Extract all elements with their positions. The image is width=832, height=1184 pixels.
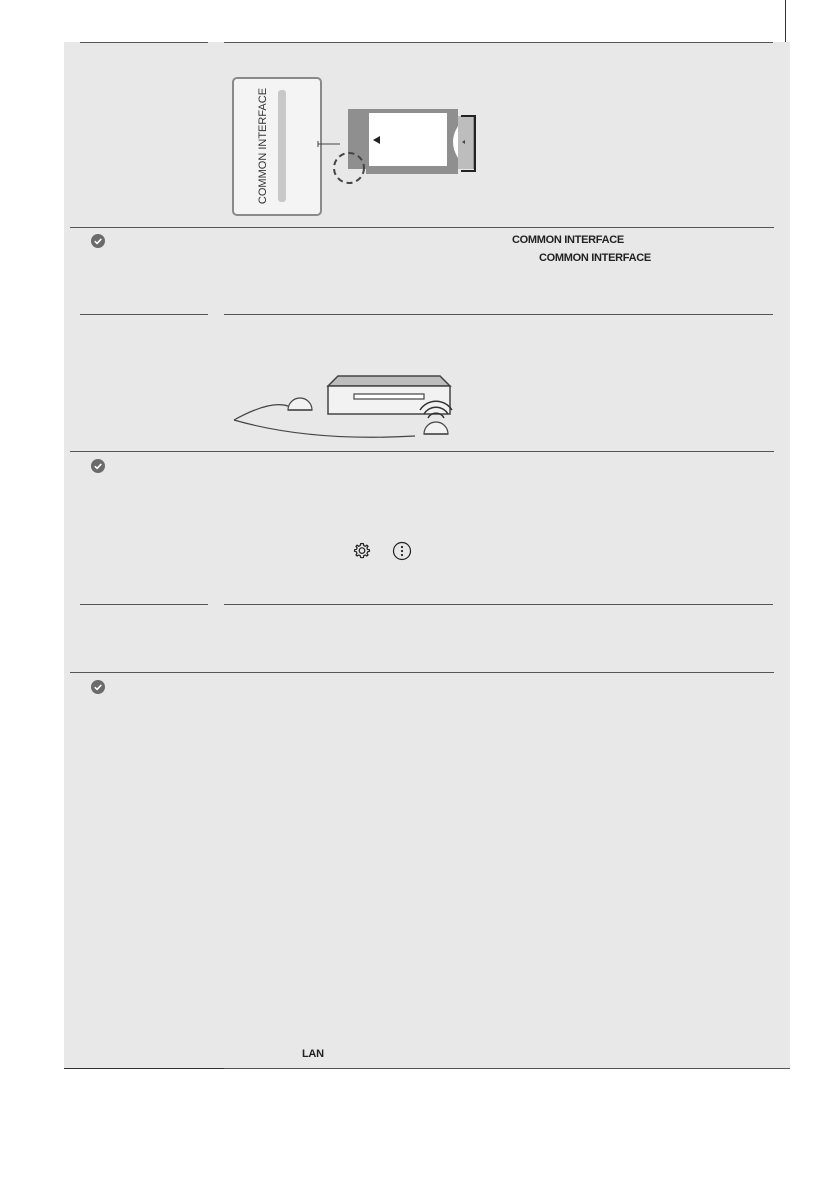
- ci-term: COMMON INTERFACE: [512, 234, 624, 246]
- section-rule: [70, 227, 774, 228]
- section-rule: [70, 672, 774, 673]
- check-circle-icon: [91, 234, 105, 248]
- ir-blaster-illustration: [230, 370, 460, 448]
- section-rule-left: [80, 604, 208, 605]
- bottom-rule-right: [224, 1068, 790, 1069]
- ci-card-illustration: [230, 76, 480, 221]
- section-rule: [70, 451, 774, 452]
- bottom-rule-left: [64, 1068, 224, 1069]
- section-rule-left: [80, 314, 208, 315]
- section-rule-left: [80, 42, 208, 43]
- section-rule-right: [224, 604, 773, 605]
- lan-term: LAN: [302, 1048, 324, 1060]
- settings-gear-icon: [352, 541, 372, 561]
- section-rule-right: [224, 42, 773, 43]
- section-rule-right: [224, 314, 773, 315]
- ci-slot-label: COMMON INTERFACE: [257, 87, 269, 205]
- check-circle-icon: [91, 459, 105, 473]
- ci-term: COMMON INTERFACE: [539, 252, 651, 264]
- check-circle-icon: [91, 680, 105, 694]
- more-options-icon: [392, 541, 412, 561]
